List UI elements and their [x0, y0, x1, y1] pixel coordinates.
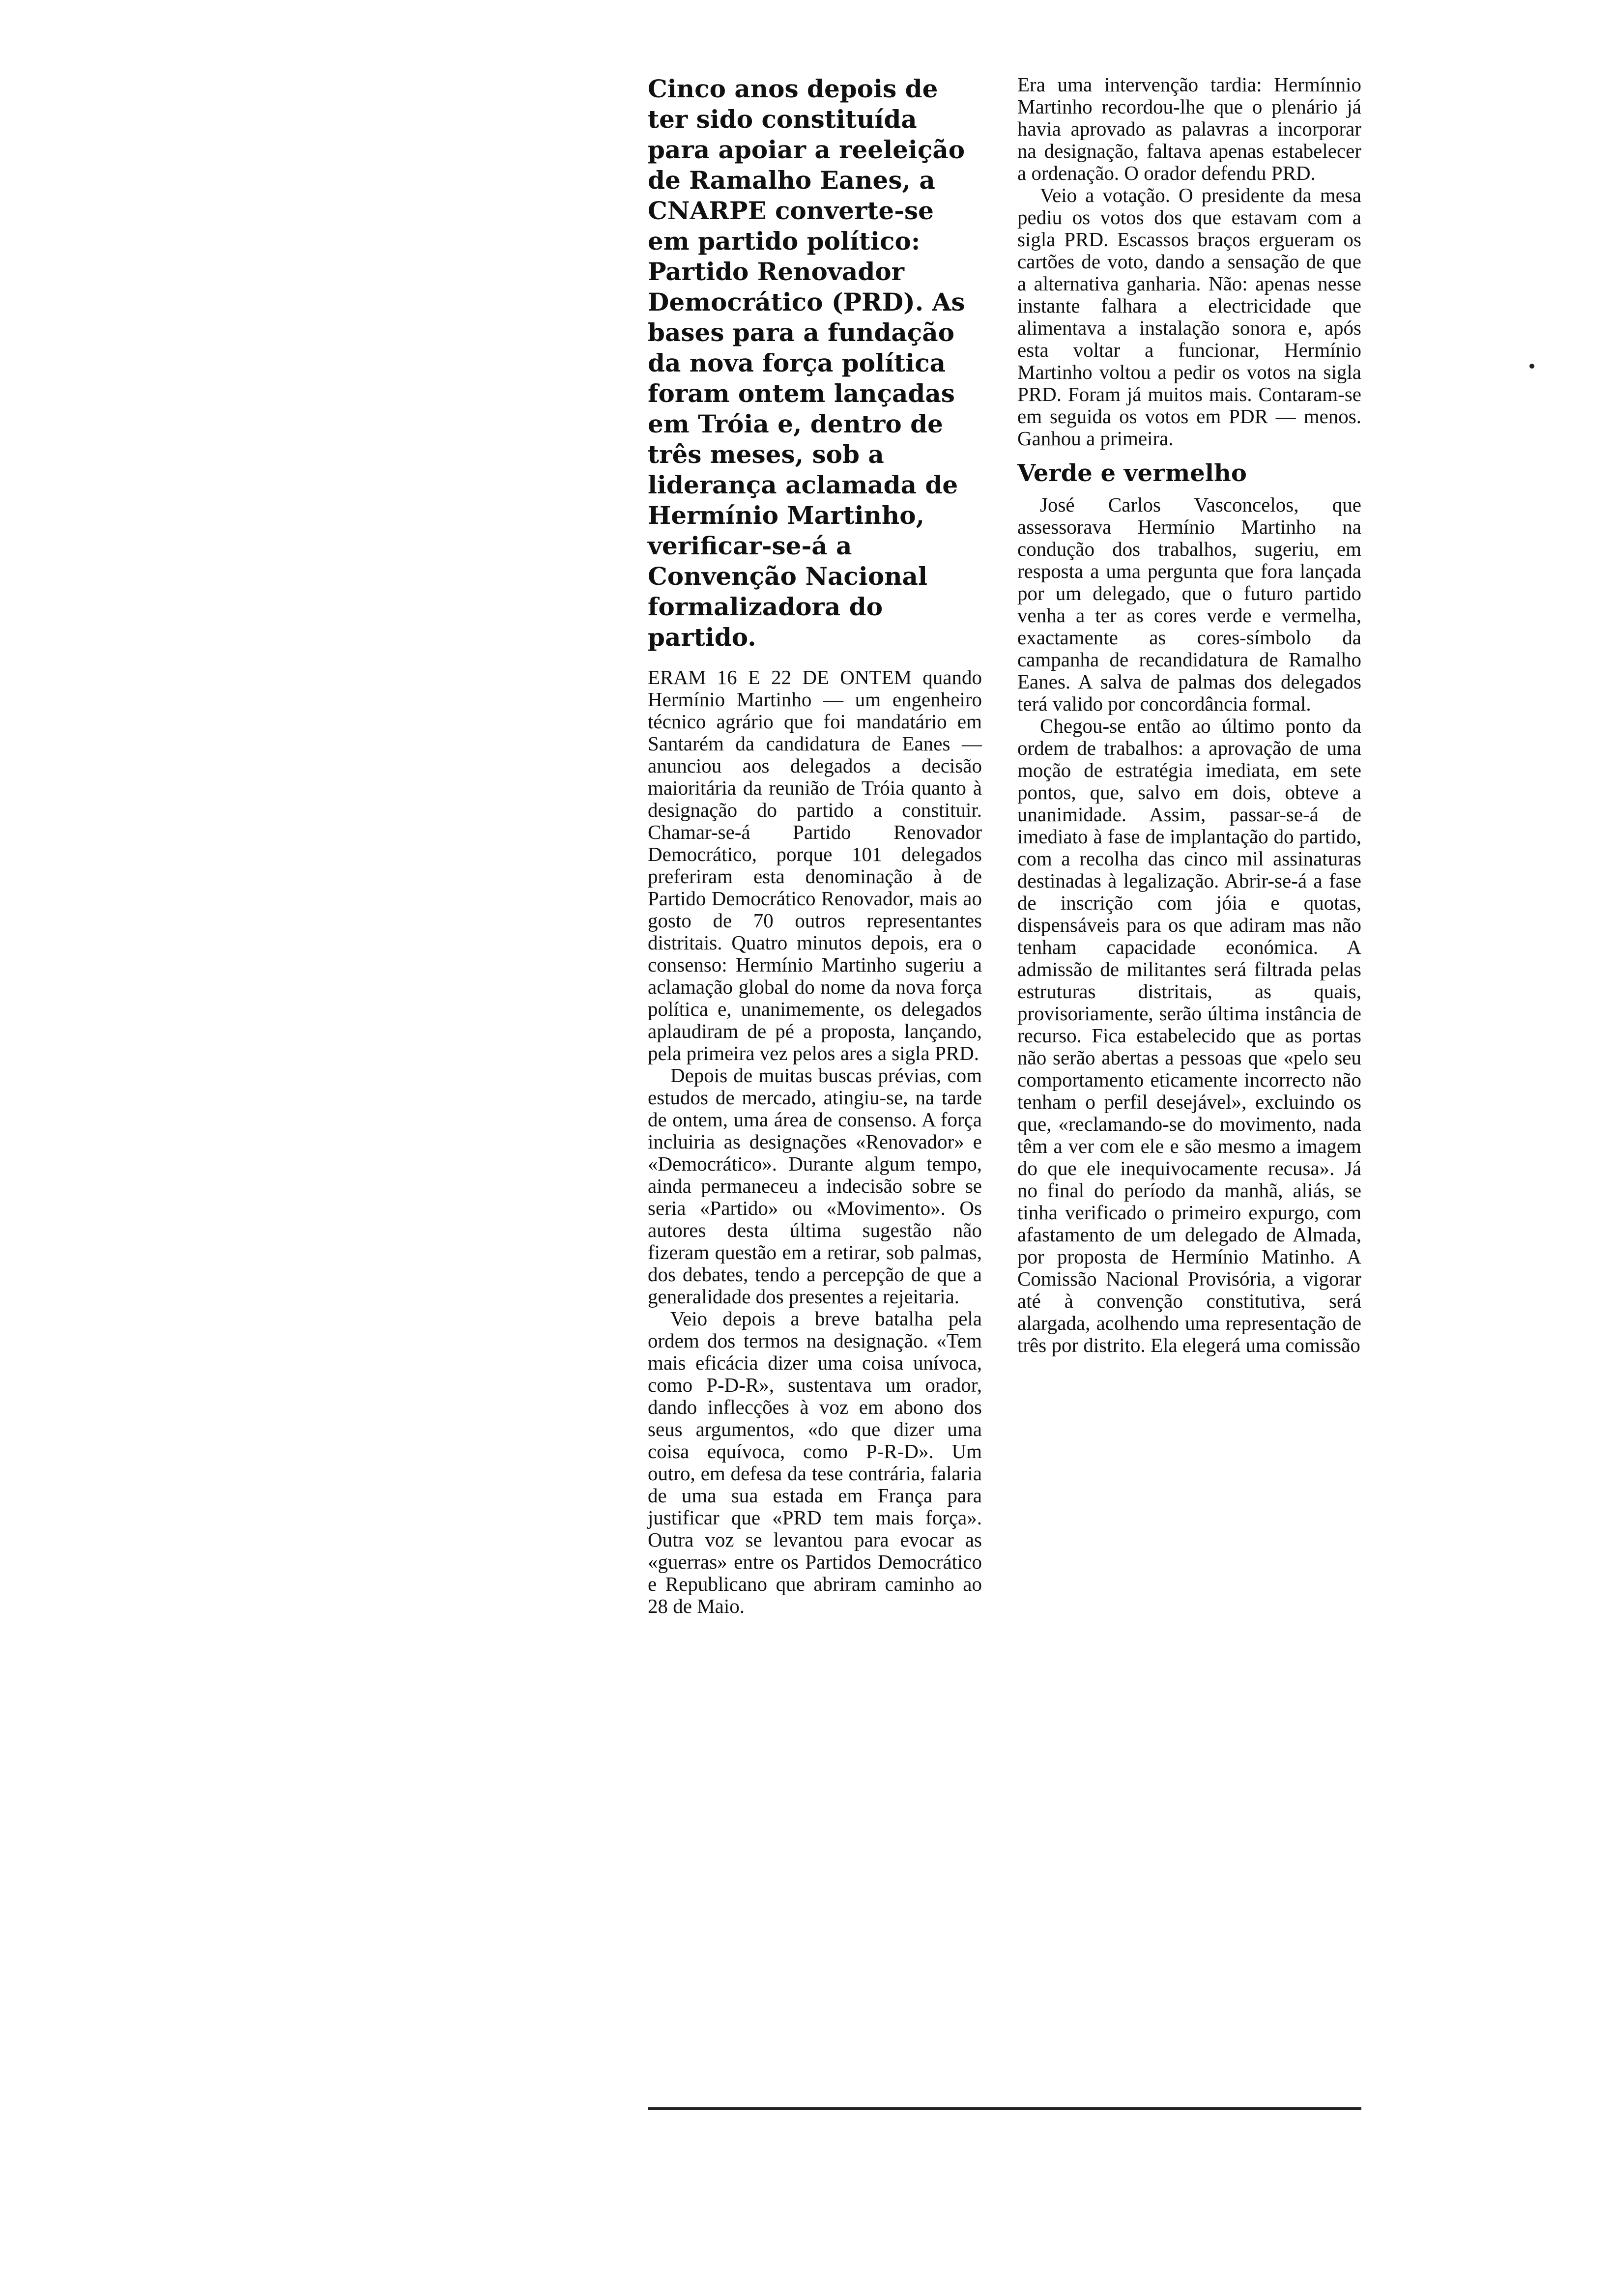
body-paragraph: Veio a votação. O presidente da mesa pediu os votos dos que estavam com a sigla PRD. Escassos braços ergueram os cartões de voto, dando a sensação de que a alternativa ganharia. Não: apenas nesse instante falhara a electricidade que alimentava a instalação sonora e, após esta voltar a funcionar, Hermínio Martinho voltou a pedir os votos na sigla PRD. Foram já muitos mais. Contaram-se em seguida os votos em PDR — menos. Ganhou a primeira. [1017, 184, 1361, 450]
body-paragraph: Chegou-se então ao último ponto da ordem de trabalhos: a aprovação de uma moção de estratégia imediata, em sete pontos, que, salvo em dois, obteve a unanimidade. Assim, passar-se-á de imediato à fase de implantação do partido, com a recolha das cinco mil assinaturas destinadas à legalização. Abrir-se-á a fase de inscrição com jóia e quotas, dispensáveis para os que adiram mas não tenham capacidade económica. A admissão de militantes será filtrada pelas estruturas distritais, as quais, provisoriamente, serão última instância de recurso. Fica estabelecido que as portas não serão abertas a pessoas que «pelo seu comportamento eticamente incorrecto não tenham o perfil desejável», excluindo os que, «reclamando-se do movimento, nada têm a ver com ele e são mesmo a imagem do que ele inequivocamente recusa». Já no final do período da manhã, aliás, se tinha verificado o primeiro expurgo, com afastamento de um delegado de Almada, por proposta de Hermínio Matinho. A Comissão Nacional Provisória, a vigorar até à convenção constitutiva, será alargada, acolhendo uma representação de três por distrito. Ela elegerá uma comissão [1017, 715, 1361, 1356]
right-column [1017, 74, 1361, 1356]
body-paragraph: José Carlos Vasconcelos, que assessorava Hermínio Martinho na condução dos trabalhos, sugeriu, em resposta a uma pergunta que fora lançada por um delegado, que o futuro partido venha a ter as cores verde e vermelha, exactamente as cores-símbolo da campanha de recandidatura de Ramalho Eanes. A salva de palmas dos delegados terá valido por concordância formal. [1017, 493, 1361, 715]
lead-paragraph: Cinco anos depois de ter sido constituída para apoiar a reeleição de Ramalho Eanes, a CNARPE converte-se em partido político: Partido Renovador Democrático (PRD). As bases para a fundação da nova força política foram ontem lançadas em Tróia e, dentro de três meses, sob a liderança aclamada de Hermínio Martinho, verificar-se-á a Convenção Nacional formalizadora do partido. [648, 74, 965, 652]
left-column [648, 74, 982, 1617]
body-paragraph: ERAM 16 E 22 DE ONTEM quando Hermínio Martinho — um engenheiro técnico agrário que foi mandatário em Santarém da candidatura de Eanes — anunciou aos delegados a decisão maioritária da reunião de Tróia quanto à designação do partido a constituir. Chamar-se-á Partido Renovador Democrático, porque 101 delegados preferiram esta denominação à de Partido Democrático Renovador, mais ao gosto de 70 outros representantes distritais. Quatro minutos depois, era o consenso: Hermínio Martinho sugeriu a aclamação global do nome da nova força política e, unanimemente, os delegados aplaudiram de pé a proposta, lançando, pela primeira vez pelos ares a sigla PRD. [648, 666, 982, 1064]
body-paragraph: Era uma intervenção tardia: Hermínnio Martinho recordou-lhe que o plenário já havia aprovado as palavras a incorporar na designação, faltava apenas estabelecer a ordenação. O orador defendu PRD. [1017, 73, 1361, 184]
scan-speck [1529, 364, 1534, 369]
section-subheading: Verde e vermelho [1017, 459, 1247, 487]
body-paragraph: Veio depois a breve batalha pela ordem dos termos na designação. «Tem mais eficácia dizer uma coisa unívoca, como P-D-R», sustentava um orador, dando inflecções à voz em abono dos seus argumentos, «do que dizer uma coisa equívoca, como P-R-D». Um outro, em defesa da tese contrária, falaria de uma sua estada em França para justificar que «PRD tem mais força». Outra voz se levantou para evocar as «guerras» entre os Partidos Democrático e Republicano que abriram caminho ao 28 de Maio. [648, 1307, 982, 1617]
bottom-rule [648, 2107, 1361, 2110]
body-paragraph: Depois de muitas buscas prévias, com estudos de mercado, atingiu-se, na tarde de ontem, uma área de consenso. A força incluiria as designações «Renovador» e «Democrático». Durante algum tempo, ainda permaneceu a indecisão sobre se seria «Partido» ou «Movimento». Os autores desta última sugestão não fizeram questão em a retirar, sob palmas, dos debates, tendo a percepção de que a generalidade dos presentes a rejeitaria. [648, 1064, 982, 1308]
